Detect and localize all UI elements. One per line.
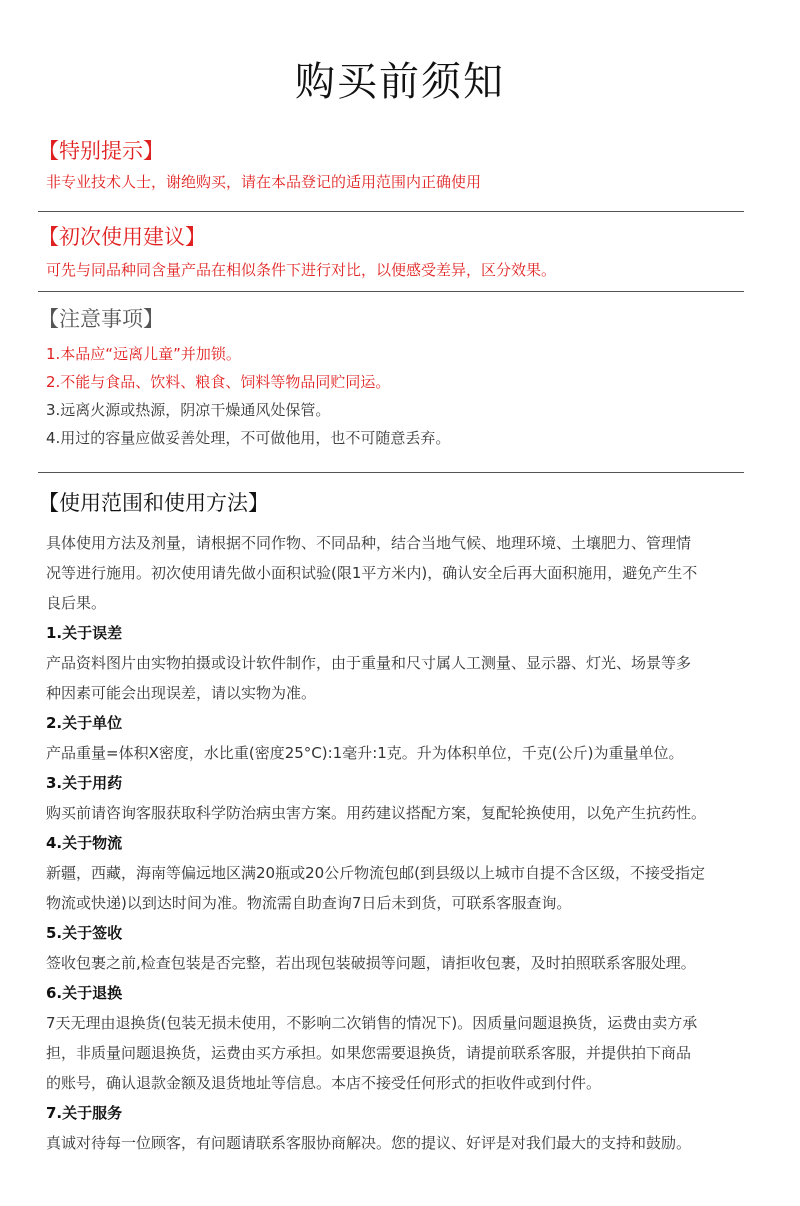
notice-heading: 【注意事项】: [38, 307, 164, 331]
usage-intro-line: 况等进行施用。初次使用请先做小面积试验(限1平方米内)，确认安全后再大面积施用，避免产生不: [46, 564, 698, 582]
error-line: 产品资料图片由实物拍摄或设计软件制作，由于重量和尺寸属人工测量、显示器、灯光、场景等多: [46, 654, 692, 672]
signing-line: 签收包裹之前,检查包装是否完整，若出现包装破损等问题，请拒收包裹，及时拍照联系客服处理。: [46, 954, 696, 972]
notice-item: 3.远离火源或热源，阴凉干燥通风处保管。: [46, 401, 331, 419]
returns-line: 7天无理由退换货(包装无损未使用，不影响二次销售的情况下)。因质量问题退换货，运费由卖方承: [46, 1014, 698, 1032]
divider: [38, 291, 744, 292]
notice-section: [38, 304, 744, 452]
notice-item: 1.本品应“远离儿童”并加锁。: [46, 345, 241, 363]
divider: [38, 472, 744, 473]
notice-item: 4.用过的容量应做妥善处理，不可做他用，也不可随意丢弃。: [46, 429, 451, 447]
logistics-line: 物流或快递)以到达时间为准。物流需自助查询7日后未到货，可联系客服查询。: [46, 894, 572, 912]
logistics-subheading: 4.关于物流: [46, 834, 123, 852]
unit-line: 产品重量=体积X密度，水比重(密度25°C):1毫升:1克。升为体积单位，千克(公斤)为重量单位。: [46, 744, 684, 762]
error-subheading: 1.关于误差: [46, 624, 123, 642]
usage-intro-line: 具体使用方法及剂量，请根据不同作物、不同品种，结合当地气候、地理环境、土壤肥力、管理情: [46, 534, 692, 552]
notice-item: 2.不能与食品、饮料、粮食、饲料等物品同贮同运。: [46, 373, 391, 391]
unit-subheading: 2.关于单位: [46, 714, 123, 732]
medication-subheading: 3.关于用药: [46, 774, 123, 792]
service-subheading: 7.关于服务: [46, 1104, 123, 1122]
error-line: 种因素可能会出现误差，请以实物为准。: [46, 684, 317, 702]
first-use-section: [38, 222, 744, 284]
special-notice-section: [38, 136, 744, 196]
returns-subheading: 6.关于退换: [46, 984, 123, 1002]
service-line: 真诚对待每一位顾客，有问题请联系客服协商解决。您的提议、好评是对我们最大的支持和鼓励。: [46, 1134, 692, 1152]
usage-section: [38, 488, 744, 1158]
returns-line: 担，非质量问题退换货，运费由买方承担。如果您需要退换货，请提前联系客服，并提供拍下商品: [46, 1044, 692, 1062]
first-use-heading: 【初次使用建议】: [38, 225, 206, 249]
usage-intro-line: 良后果。: [46, 594, 107, 612]
usage-heading: 【使用范围和使用方法】: [38, 491, 269, 515]
medication-line: 购买前请咨询客服获取科学防治病虫害方案。用药建议搭配方案，复配轮换使用，以免产生抗药性。: [46, 804, 707, 822]
divider: [38, 211, 744, 212]
special-notice-text: 非专业技术人士，谢绝购买，请在本品登记的适用范围内正确使用: [46, 173, 482, 191]
logistics-line: 新疆，西藏，海南等偏远地区满20瓶或20公斤物流包邮(到县级以上城市自提不含区级，不接受指定: [46, 864, 706, 882]
returns-line: 的账号，确认退款金额及退货地址等信息。本店不接受任何形式的拒收件或到付件。: [46, 1074, 602, 1092]
special-notice-heading: 【特别提示】: [38, 139, 164, 163]
signing-subheading: 5.关于签收: [46, 924, 123, 942]
page-title: 购买前须知: [295, 59, 505, 105]
first-use-text: 可先与同品种同含量产品在相似条件下进行对比，以便感受差异，区分效果。: [46, 261, 557, 279]
